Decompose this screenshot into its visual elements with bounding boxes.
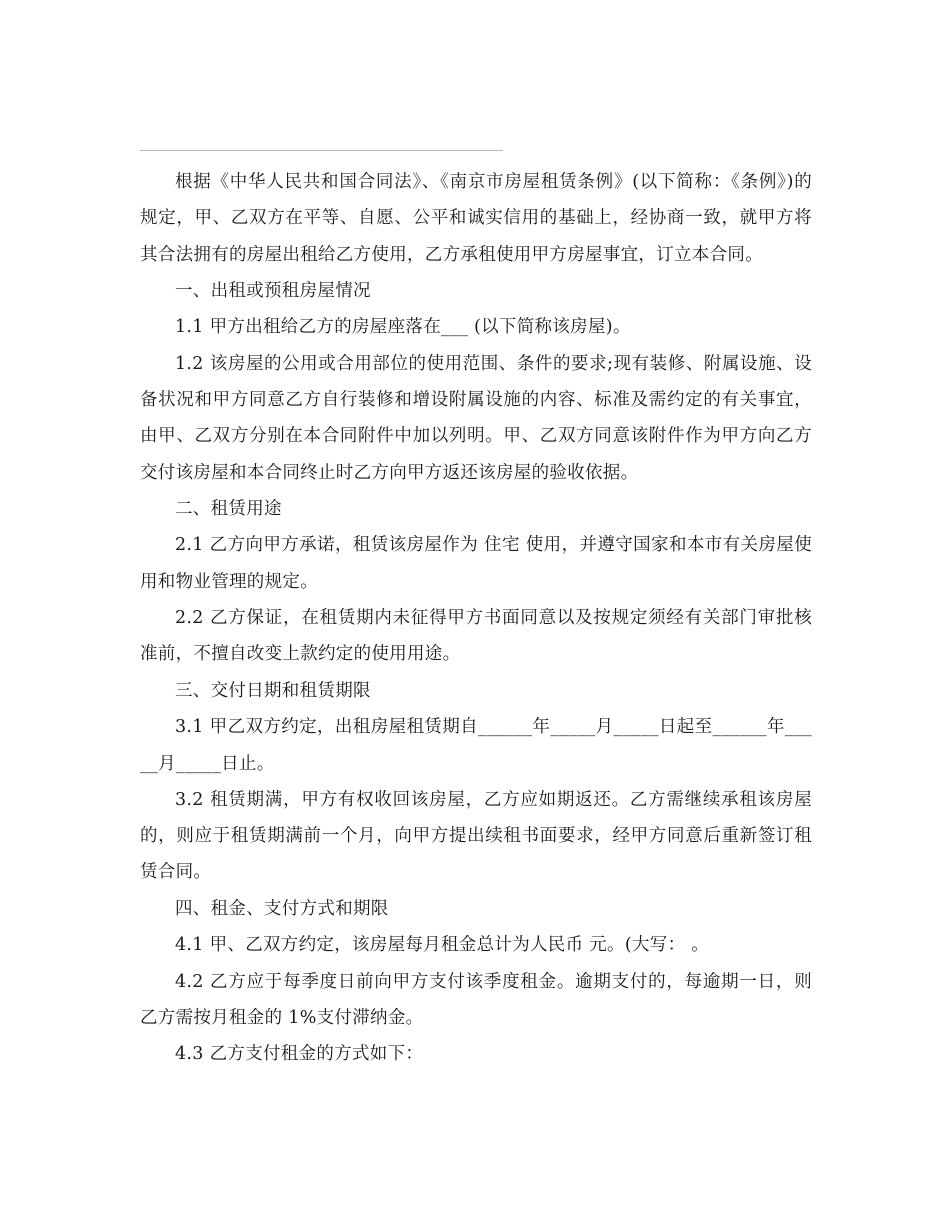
clause-3-2: 3.2 租赁期满，甲方有权收回该房屋，乙方应如期返还。乙方需继续承租该房屋的，则应于租赁期满前一个月，向甲方提出续租书面要求，经甲方同意后重新签订租赁合同。 (140, 789, 812, 883)
section-heading-1: 一、出租或预租房屋情况 (175, 280, 371, 301)
preamble-paragraph: 根据《中华人民共和国合同法》、《南京市房屋租赁条例》(以下简称：《条例》)的规定，甲、乙双方在平等、自愿、公平和诚实信用的基础上，经协商一致，就甲方将其合法拥有的房屋出租给乙方使用，乙方承租使用甲方房屋事宜，订立本合同。 (140, 172, 812, 265)
header-divider (140, 150, 503, 151)
clause-4-3: 4.3 乙方支付租金的方式如下： (175, 1044, 424, 1065)
section-heading-2: 二、租赁用途 (175, 499, 282, 520)
clause-2-2: 2.2 乙方保证，在租赁期内未征得甲方书面同意以及按规定须经有关部门审批核准前，不擅自改变上款约定的使用用途。 (140, 608, 812, 665)
clause-2-1: 2.1 乙方向甲方承诺，租赁该房屋作为 住宅 使用，并遵守国家和本市有关房屋使用和物业管理的规定。 (140, 535, 812, 592)
clause-4-1: 4.1 甲、乙双方约定，该房屋每月租金总计为人民币 元。(大写： 。 (175, 935, 710, 956)
contract-body (140, 164, 812, 1073)
section-heading-3: 三、交付日期和租赁期限 (175, 680, 371, 701)
section-heading-4: 四、租金、支付方式和期限 (175, 898, 389, 919)
clause-4-2: 4.2 乙方应于每季度日前向甲方支付该季度租金。逾期支付的，每逾期一日，则乙方需按月租金的 1%支付滞纳金。 (140, 971, 812, 1028)
clause-1-2: 1.2 该房屋的公用或合用部位的使用范围、条件的要求;现有装修、附属设施、设备状况和甲方同意乙方自行装修和增设附属设施的内容、标准及需约定的有关事宜，由甲、乙双方分别在本合同附件中加以列明。甲、乙双方同意该附件作为甲方向乙方交付该房屋和本合同终止时乙方向甲方返还该房屋的验收依据。 (140, 353, 812, 483)
clause-3-1: 3.1 甲乙双方约定，出租房屋租赁期自______年_____月_____日起至______年_____月_____日止。 (140, 717, 812, 774)
clause-1-1: 1.1 甲方出租给乙方的房屋座落在___ (以下简称该房屋)。 (175, 317, 631, 338)
